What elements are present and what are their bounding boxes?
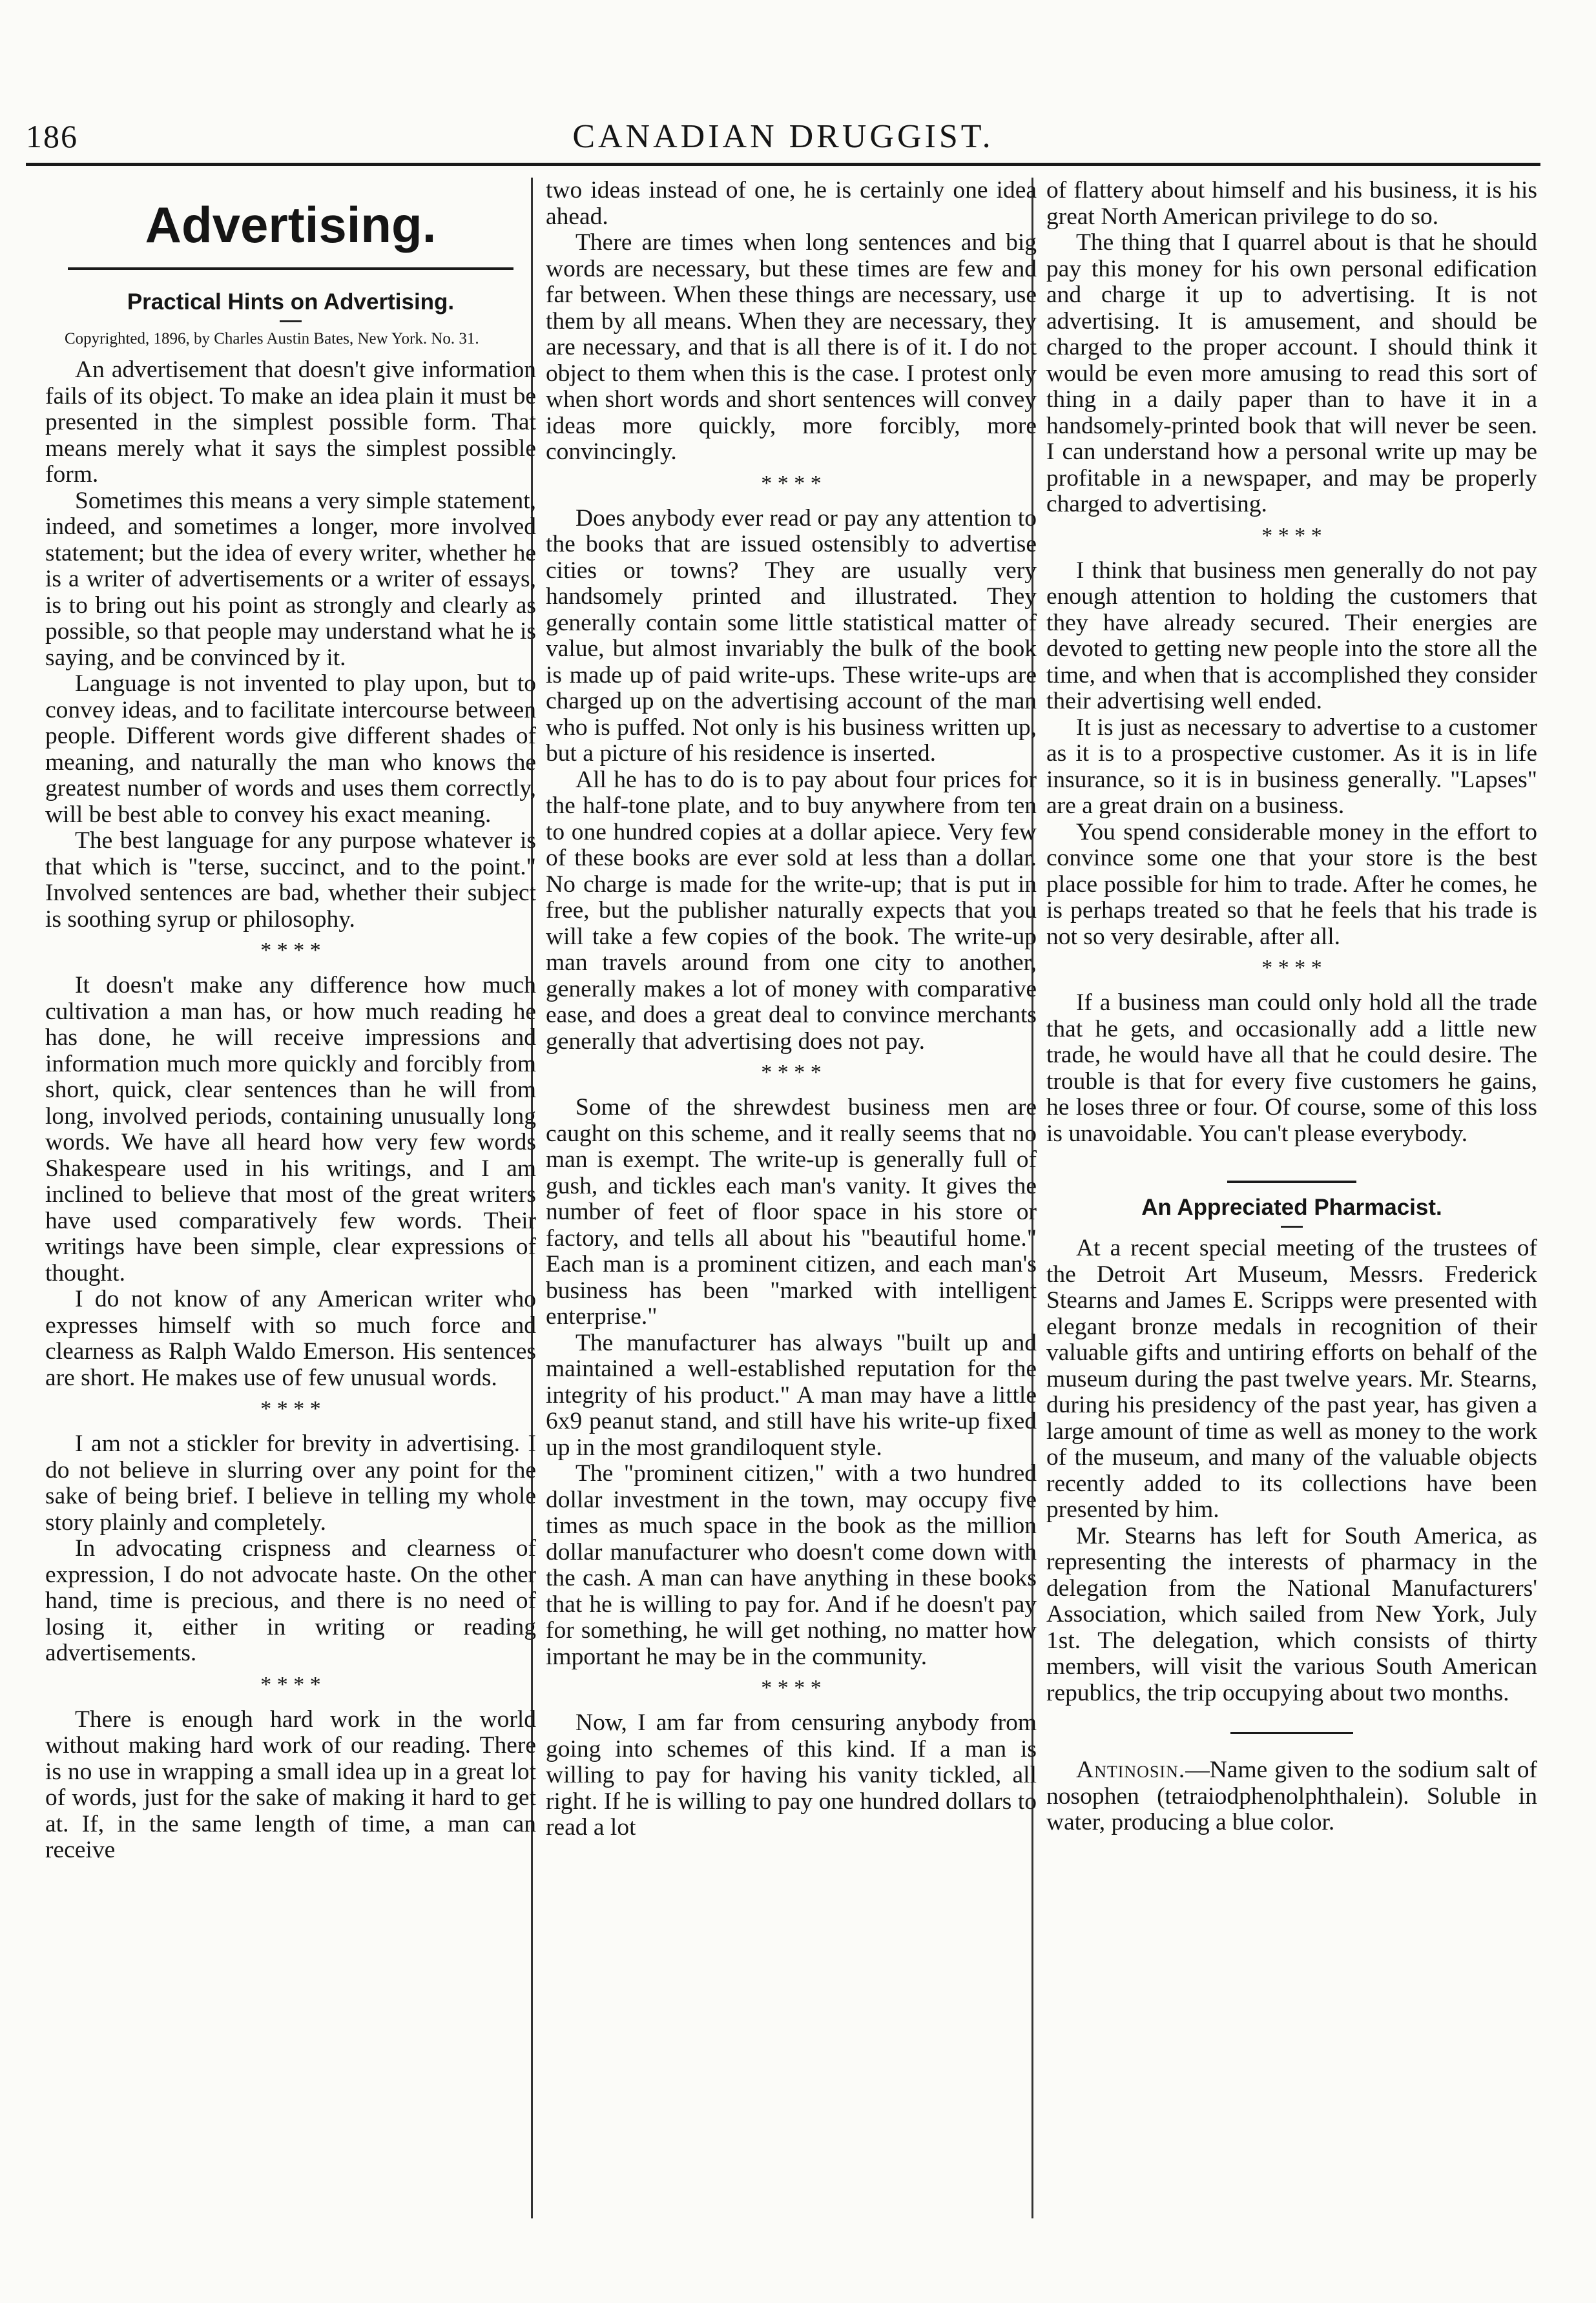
paragraph: There are times when long sentences and big words are necessary, but these times are few and far between. When these things are necessary, use them by all means. When they are necessary, they are necessary, and that is all there is of it. I do not object to them when this is the case. I protest only when short words and short sentences will convey ideas more quickly, more forcibly, more convincingly. — [546, 229, 1037, 465]
paragraph: It is just as necessary to advertise to a customer as it is to a prospective customer. As it is in life insurance, so it is in business generally. "Lapses" are a great drain on a business. — [1046, 714, 1537, 819]
paragraph: There is enough hard work in the world without making hard work of our reading. There is no use in wrapping a small idea up in a great lot of words, just for the sake of making it hard to get at. If, in the same length of time, a man can receive — [45, 1706, 536, 1863]
header-rule — [26, 163, 1540, 166]
paragraph: Some of the shrewdest business men are caught on this scheme, and it really seems that no man is exempt. The write-up is generally full of gush, and tickles each man's vanity. It gives the number of feet of floor space in his store or factory, and tells all about his "beautiful home." Each man is a prominent citizen, and each man's business has been "marked with intelligent enterprise." — [546, 1094, 1037, 1330]
journal-title: CANADIAN DRUGGIST. — [572, 118, 994, 155]
section-separator: * * * * — [761, 471, 822, 495]
paragraph: Now, I am far from censuring anybody from going into schemes of this kind. If a man is willing to pay for having his vanity tickled, all right. If he is willing to pay one hundred dollars to read a lot — [546, 1709, 1037, 1841]
column-1 — [45, 178, 536, 2244]
paragraph: At a recent special meeting of the trustees of the Detroit Art Museum, Messrs. Frederick Stearns and James E. Scripps were presented with elegant bronze medals in recognition of their valuable gifts and untiring efforts on behalf of the museum during the past twelve years. Mr. Stearns, during his presidency of the past year, has given a large amount of time as well as money to the work of the museum, and many of the valuable objects recently added to its collections have been presented by him. — [1046, 1235, 1537, 1523]
article-subtitle: Practical Hints on Advertising. — [127, 289, 455, 315]
article-title: Advertising. — [145, 196, 437, 253]
paragraph: It doesn't make any difference how much cultivation a man has, or how much reading he has done, he will receive impressions and information much more quickly and forcibly from short, quick, clear sentences than he will from long, involved periods, containing unusually long words. We have all heard how very few words Shakespeare used in his writings, and I am inclined to believe that most of the great writers have used comparatively few words. Their writings have been simple, clear expressions of thought. — [45, 972, 536, 1286]
section-separator: * * * * — [761, 1676, 822, 1700]
antinosin-text: —Name given to the sodium salt of nosophen (tetraiodphenolphthalein). Soluble in water, producing a blue color. — [1046, 1757, 1537, 1835]
paragraph: two ideas instead of one, he is certainly one idea ahead. — [546, 178, 1037, 230]
paragraph: If a business man could only hold all the trade that he gets, and occasionally add a little new trade, he would have all that he could desire. The trouble is that for every five customers he gains, he loses three or four. Of course, some of this loss is unavoidable. You can't please everybody. — [1046, 989, 1537, 1147]
article-divider — [1227, 1181, 1356, 1183]
antinosin-term: Antinosin. — [1076, 1757, 1186, 1783]
heading-dash — [1281, 1226, 1303, 1228]
column-2 — [546, 178, 1037, 2244]
section-separator: * * * * — [1261, 523, 1322, 548]
paragraph: I think that business men generally do not pay enough attention to holding the customers that they have already secured. Their energies are devoted to getting new people into the store all the time, and when that is accomplished they consider their advertising well ended. — [1046, 557, 1537, 714]
column-3 — [1046, 178, 1537, 2244]
article-divider — [1230, 1732, 1353, 1734]
section-separator: * * * * — [260, 1397, 321, 1421]
pharmacist-heading: An Appreciated Pharmacist. — [1141, 1195, 1442, 1220]
paragraph: Sometimes this means a very simple statement, indeed, and sometimes a longer, more involved statement; but the idea of every writer, whether he is a writer of advertisements or a writer of essays, is to bring out his point as strongly and clearly as possible, so that people may understand what he is saying, and be convinced by it. — [45, 487, 536, 671]
section-separator: * * * * — [260, 1672, 321, 1697]
section-separator: * * * * — [1261, 956, 1322, 980]
copyright-note: Copyrighted, 1896, by Charles Austin Bates, New York. No. 31. — [65, 330, 479, 347]
paragraph: The best language for any purpose whatever is that which is "terse, succinct, and to the point." Involved sentences are bad, whether their subject is soothing syrup or philosophy. — [45, 827, 536, 933]
paragraph: An advertisement that doesn't give information fails of its object. To make an idea plain it must be presented in the simplest possible form. That means merely what it says the simplest possible form. — [45, 356, 536, 488]
paragraph: The "prominent citizen," with a two hundred dollar investment in the town, may occupy five times as much space in the book as the million dollar manufacturer who doesn't come down with the cash. A man can have anything in these books that he is willing to pay for. And if he doesn't pay for something, he will get nothing, no matter how important he may be in the community. — [546, 1460, 1037, 1670]
subtitle-dash — [280, 320, 302, 322]
title-rule — [68, 267, 513, 270]
antinosin-note — [1046, 1757, 1537, 1836]
paragraph: I am not a stickler for brevity in advertising. I do not believe in slurring over any point for the sake of being brief. I believe in telling my whole story plainly and completely. — [45, 1430, 536, 1536]
page-number: 186 — [26, 118, 78, 154]
paragraph: You spend considerable money in the effort to convince some one that your store is the best place possible for him to trade. After he comes, he is perhaps treated so that he feels that his trade is not so very desirable, after all. — [1046, 818, 1537, 950]
paragraph: All he has to do is to pay about four prices for the half-tone plate, and to buy anywhere from ten to one hundred copies at a dollar apiece. Very few of these books are ever sold at less than a dollar. No charge is made for the write-up; that is put in free, but the publisher naturally expects that you will take a few copies of the book. The write-up man travels around from one city to another, generally makes a lot of money with comparative ease, and does a great deal to convince merchants generally that advertising does not pay. — [546, 766, 1037, 1055]
paragraph: Mr. Stearns has left for South America, as representing the interests of pharmacy in the delegation from the National Manufacturers' Association, which sailed from New York, July 1st. The delegation, which consists of thirty members, will visit the various South American republics, the trip occupying about two months. — [1046, 1522, 1537, 1706]
paragraph: I do not know of any American writer who expresses himself with so much force and clearness as Ralph Waldo Emerson. His sentences are short. He makes use of few unusual words. — [45, 1286, 536, 1391]
section-separator: * * * * — [260, 938, 321, 962]
paragraph: The thing that I quarrel about is that he should pay this money for his own personal edification and charge it up to advertising. It is not advertising. It is amusement, and should be charged to the proper account. I should think it would be even more amusing to read this sort of thing in a daily paper than to have it in a handsomely-printed book that will never be seen. I can understand how a personal write up may be profitable in a newspaper, and may be properly charged to advertising. — [1046, 229, 1537, 517]
paragraph: Does anybody ever read or pay any attention to the books that are issued ostensibly to advertise cities or towns? They are usually very handsomely printed and illustrated. They generally contain some little statistical matter of value, but almost invariably the bulk of the book is made up of paid write-ups. These write-ups are charged up on the advertising account of the man who is puffed. Not only is his business written up, but a picture of his residence is inserted. — [546, 504, 1037, 767]
paragraph: of flattery about himself and his business, it is his great North American privilege to do so. — [1046, 178, 1537, 230]
section-separator: * * * * — [761, 1060, 822, 1084]
paragraph: Language is not invented to play upon, but to convey ideas, and to facilitate intercourse between people. Different words give different shades of meaning, and naturally the man who knows the greatest number of words and uses them correctly, will be best able to convey his exact meaning. — [45, 670, 536, 828]
paragraph: The manufacturer has always "built up and maintained a well-established reputation for the integrity of his product." A man may have a little 6x9 peanut stand, and still have his write-up fixed up in the most grandiloquent style. — [546, 1329, 1037, 1461]
paragraph: In advocating crispness and clearness of expression, I do not advocate haste. On the other hand, time is precious, and there is no need of losing it, either in writing or reading advertisements. — [45, 1535, 536, 1666]
page-header — [26, 118, 1540, 160]
